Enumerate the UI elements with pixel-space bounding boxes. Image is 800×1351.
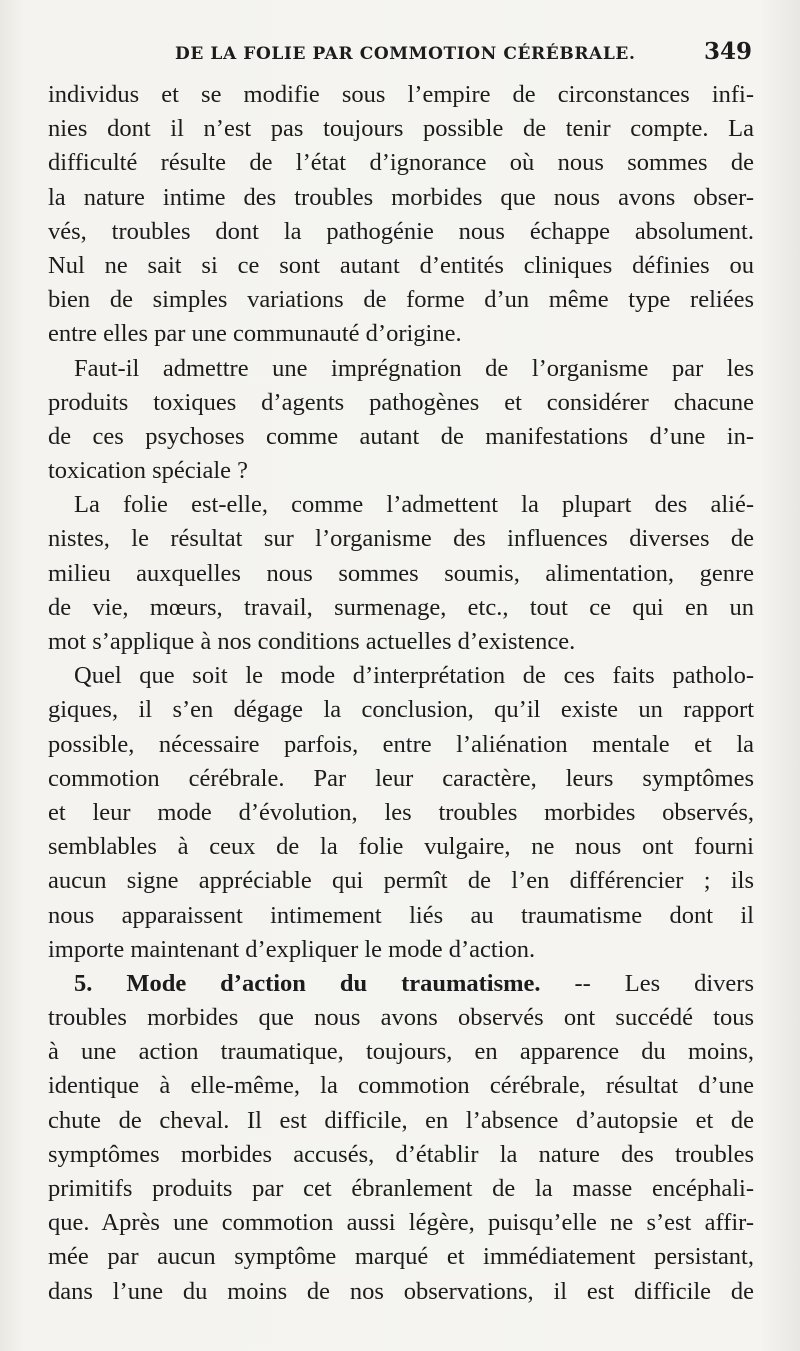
text-line: bien de simples variations de forme d’un même type reliées — [48, 286, 754, 314]
text-line: primitifs produits par cet ébranlement de la masse encéphali- — [48, 1175, 754, 1202]
text-line: importe maintenant d’expliquer le mode d’action. — [48, 935, 536, 963]
section-heading-text: -- Les divers — [540, 969, 754, 997]
text-line: vés, troubles dont la pathogénie nous échappe absolument. — [48, 217, 754, 245]
section-heading-line — [48, 967, 754, 1001]
text-line: de vie, mœurs, travail, surmenage, etc., tout ce qui en un — [48, 593, 754, 621]
text-line: milieu auxquelles nous sommes soumis, alimentation, genre — [48, 559, 754, 587]
text-line: la nature intime des troubles morbides que nous avons obser- — [48, 183, 754, 211]
text-line: semblables à ceux de la folie vulgaire, ne nous ont fourni — [48, 833, 754, 861]
text-line: mot s’applique à nos conditions actuelles d’existence. — [48, 628, 576, 655]
text-line: Nul ne sait si ce sont autant d’entités cliniques définies ou — [48, 251, 754, 279]
text-line: produits toxiques d’agents pathogènes et considérer chacune — [48, 388, 754, 416]
paragraph-first-line: Faut-il admettre une imprégnation de l’organisme par les — [74, 354, 754, 382]
text-line: identique à elle-même, la commotion cérébrale, résultat d’une — [48, 1072, 754, 1100]
text-line: nies dont il n’est pas toujours possible de tenir compte. La — [48, 115, 754, 143]
section-heading: 5. Mode d’action du traumatisme. — [74, 969, 541, 997]
running-header — [175, 38, 752, 65]
text-line: que. Après une commotion aussi légère, puisqu’elle ne s’est affir- — [48, 1209, 754, 1237]
text-line: difficulté résulte de l’état d’ignorance où nous sommes de — [48, 149, 754, 177]
text-line: individus et se modifie sous l’empire de circonstances infi- — [48, 81, 754, 108]
paragraph-first-line: Quel que soit le mode d’interprétation de ces faits patholo- — [74, 662, 754, 690]
text-line: possible, nécessaire parfois, entre l’aliénation mentale et la — [48, 730, 754, 758]
text-line: nistes, le résultat sur l’organisme des influences diverses de — [48, 525, 754, 553]
text-line: entre elles par une communauté d’origine. — [48, 320, 462, 348]
body-text — [48, 78, 754, 1309]
text-line: dans l’une du moins de nos observations, il est difficile de — [48, 1277, 754, 1305]
text-line: nous apparaissent intimement liés au traumatisme dont il — [48, 901, 754, 929]
text-line: commotion cérébrale. Par leur caractère, leurs symptômes — [48, 764, 754, 792]
text-line: mée par aucun symptôme marqué et immédiatement persistant, — [48, 1243, 754, 1271]
paragraph-first-line: La folie est-elle, comme l’admettent la plupart des alié- — [74, 491, 754, 519]
text-line: troubles morbides que nous avons observés ont succédé tous — [48, 1004, 754, 1032]
page-number: 349 — [703, 38, 752, 65]
text-line: toxication spéciale ? — [48, 457, 248, 485]
text-line: symptômes morbides accusés, d’établir la nature des troubles — [48, 1140, 754, 1168]
text-line: giques, il s’en dégage la conclusion, qu’il existe un rapport — [48, 696, 754, 724]
text-line: chute de cheval. Il est difficile, en l’absence d’autopsie et de — [48, 1106, 754, 1134]
text-line: de ces psychoses comme autant de manifestations d’une in- — [48, 422, 754, 450]
text-line: et leur mode d’évolution, les troubles morbides observés, — [48, 798, 754, 826]
text-line: aucun signe appréciable qui permît de l’en différencier ; ils — [48, 867, 754, 895]
text-line: à une action traumatique, toujours, en apparence du moins, — [48, 1038, 754, 1066]
running-title: DE LA FOLIE PAR COMMOTION CÉRÉBRALE. — [175, 44, 636, 64]
